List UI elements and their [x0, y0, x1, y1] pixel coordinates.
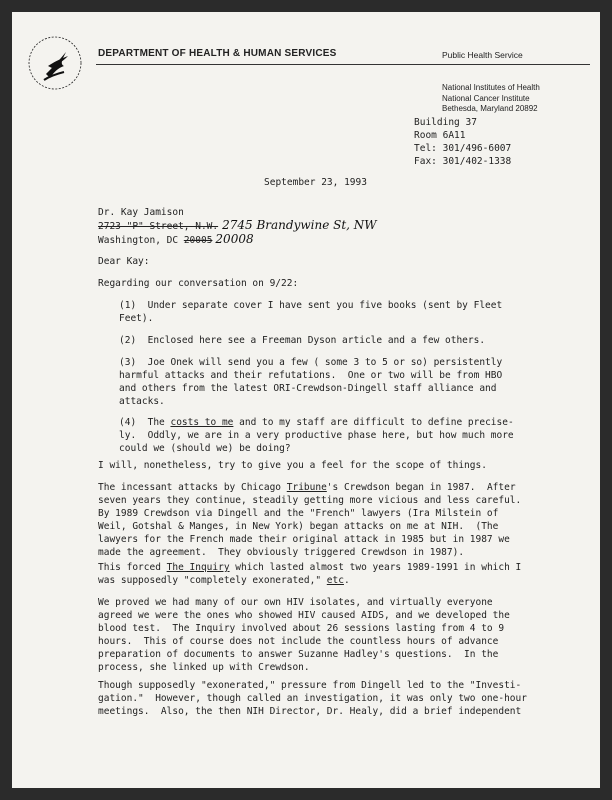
intro-line: Regarding our conversation on 9/22:: [98, 278, 299, 289]
institution-line: National Institutes of Health: [442, 83, 540, 92]
header-rule: [96, 64, 590, 65]
office-line: Building 37: [414, 117, 477, 128]
item-4: (4) The costs to me and to my staff are difficult to define precise- ly. Oddly, we are in a very productive phase here, but how much more could we (should we) be doing?: [119, 417, 514, 454]
paragraph-scope: I will, nonetheless, try to give you a feel for the scope of things.: [98, 460, 487, 471]
tribune-underlined: Tribune: [286, 482, 327, 493]
paragraph-isolates: We proved we had many of our own HIV isolates, and virtually everyone agreed we were the ones who showed HIV caused AIDS, and we developed the blood test. The Inquiry involved about 26 sessions lasting from 4 to 9 hours. This of course does not include the countless hours of advance preparation of documents to answer Suzanne Hadley's questions. In the process, she linked up with Crewdson.: [98, 597, 510, 673]
etc-underlined: etc: [326, 575, 344, 586]
item-2: (2) Enclosed here see a Freeman Dyson article and a few others.: [119, 335, 486, 346]
institution-line: Bethesda, Maryland 20892: [442, 104, 538, 113]
item-3: (3) Joe Onek will send you a few ( some 3 to 5 or so) persistently harmful attacks and their refutations. One or two will be from HBO and others from the latest ORI-Crewdson-Dingell staff alliance and attacks.: [119, 357, 503, 407]
inquiry-underlined: The Inquiry: [166, 562, 230, 573]
paragraph-attacks: The incessant attacks by Chicago Tribune's Crewdson began in 1987. After seven years they continue, steadily getting more vicious and less careful. By 1989 Crewdson via Dingell and the "French" lawyers (Ira Milstein of Weil, Gotshal & Manges, in New York) began attacks on me at NIH. (The lawyers for the French made their original attack in 1985 but in 1987 we made the agreement. They obviously triggered Crewdson in 1987).: [98, 482, 522, 558]
old-street: 2723 "P" Street, N.W.: [98, 221, 219, 232]
office-contact: [414, 116, 511, 168]
paragraph-investigation: Though supposedly "exonerated," pressure from Dingell led to the "Investi- gation." However, though called an investigation, it was only two one-hour meetings. Also, the then NIH Director, Dr. Healy, did a brief independent: [98, 680, 527, 717]
office-line: Room 6A11: [414, 130, 466, 141]
city: Washington, DC: [98, 235, 179, 246]
recipient-city: [98, 233, 254, 247]
department-name: DEPARTMENT OF HEALTH & HUMAN SERVICES: [98, 48, 337, 59]
salutation: Dear Kay:: [98, 256, 150, 267]
institution-address: [442, 83, 540, 115]
hhs-seal-logo: [26, 34, 84, 92]
recipient-street: [98, 219, 377, 233]
office-line: Fax: 301/402-1338: [414, 156, 512, 167]
letter-date: September 23, 1993: [264, 177, 367, 188]
office-line: Tel: 301/496-6007: [414, 143, 512, 154]
item-1: (1) Under separate cover I have sent you five books (sent by Fleet Feet).: [119, 300, 503, 324]
old-zip: 20005: [183, 235, 213, 246]
service-name: Public Health Service: [442, 50, 523, 60]
paragraph-inquiry: This forced The Inquiry which lasted almost two years 1989-1991 in which I was supposedly "completely exonerated," etc.: [98, 562, 522, 586]
costs-underlined: costs to me: [170, 417, 234, 428]
institution-line: National Cancer Institute: [442, 93, 530, 103]
handwritten-street: 2745 Brandywine St, NW: [222, 218, 377, 232]
letter-page: [12, 12, 600, 788]
recipient-name: Dr. Kay Jamison: [98, 207, 184, 218]
handwritten-zip: 20008: [215, 232, 254, 246]
